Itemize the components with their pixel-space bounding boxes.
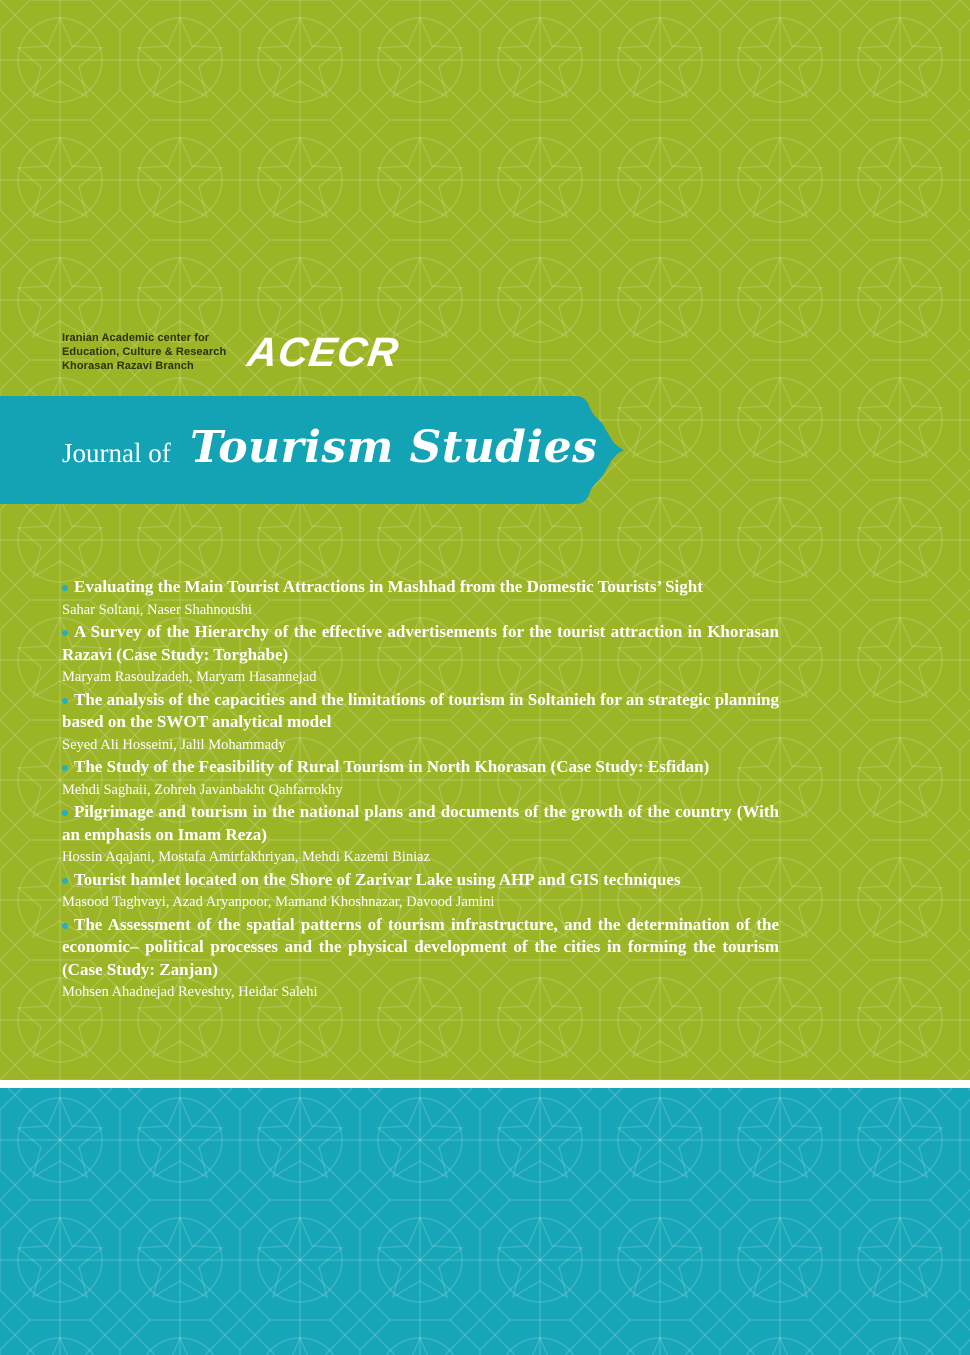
journal-title: Tourism Studies — [190, 422, 598, 473]
bullet-dot-icon — [62, 585, 68, 591]
article-title: The Study of the Feasibility of Rural Tourism in North Khorasan (Case Study: Esfidan) — [74, 757, 710, 776]
article-entry — [62, 621, 779, 689]
publisher-line: Khorasan Razavi Branch — [62, 360, 194, 372]
article-title: Tourist hamlet located on the Shore of Zarivar Lake using AHP and GIS techniques — [74, 869, 681, 889]
bullet-dot-icon — [62, 878, 68, 884]
article-entry — [62, 576, 779, 621]
journal-title-prefix: Journal of — [62, 438, 171, 468]
article-authors: Sahar Soltani, Naser Shahnoushi — [62, 601, 253, 618]
bullet-dot-icon — [62, 698, 68, 704]
article-entry — [62, 756, 779, 801]
publisher-line: Iranian Academic center for — [62, 332, 210, 344]
article-title: Pilgrimage and tourism in the national plans and documents of the growth of the country (With an emphasis on Imam Reza) — [62, 802, 779, 844]
bullet-dot-icon — [62, 765, 68, 771]
bullet-dot-icon — [62, 810, 68, 816]
article-entry — [62, 801, 779, 869]
article-entry — [62, 914, 779, 1004]
acecr-logo: ACECR — [244, 329, 403, 375]
publisher-name — [62, 331, 226, 373]
article-title: The Assessment of the spatial patterns of tourism infrastructure, and the determination of the economic– political processes and the physical development of the cities in forming the tourism (Case Study: Zanjan) — [62, 914, 779, 979]
article-entry — [62, 869, 779, 914]
table-of-contents — [62, 576, 779, 1004]
article-authors: Mehdi Saghaii, Zohreh Javanbakht Qahfarrokhy — [62, 781, 343, 798]
article-authors: Hossin Aqajani, Mostafa Amirfakhriyan, Mehdi Kazemi Biniaz — [62, 849, 431, 865]
article-title: The analysis of the capacities and the limitations of tourism in Soltanieh for an strategic planning based on the SWOT analytical model — [62, 689, 779, 731]
article-entry — [62, 689, 779, 757]
publisher-block — [62, 331, 442, 377]
article-title: Evaluating the Main Tourist Attractions in Mashhad from the Domestic Tourists’ Sight — [74, 577, 703, 596]
article-authors: Masood Taghvayi, Azad Aryanpoor, Mamand Khoshnazar, Davood Jamini — [62, 894, 495, 910]
publisher-line: Education, Culture & Research — [62, 346, 227, 358]
article-title: A Survey of the Hierarchy of the effective advertisements for the tourist attraction in Khorasan Razavi (Case Study: Torghabe) — [62, 622, 779, 664]
article-authors: Seyed Ali Hosseini, Jalil Mohammady — [62, 736, 286, 753]
bullet-dot-icon — [62, 923, 68, 929]
article-authors: Mohsen Ahadnejad Reveshty, Heidar Salehi — [62, 984, 318, 1000]
bullet-dot-icon — [62, 630, 68, 636]
article-authors: Maryam Rasoulzadeh, Maryam Hasannejad — [62, 669, 317, 685]
